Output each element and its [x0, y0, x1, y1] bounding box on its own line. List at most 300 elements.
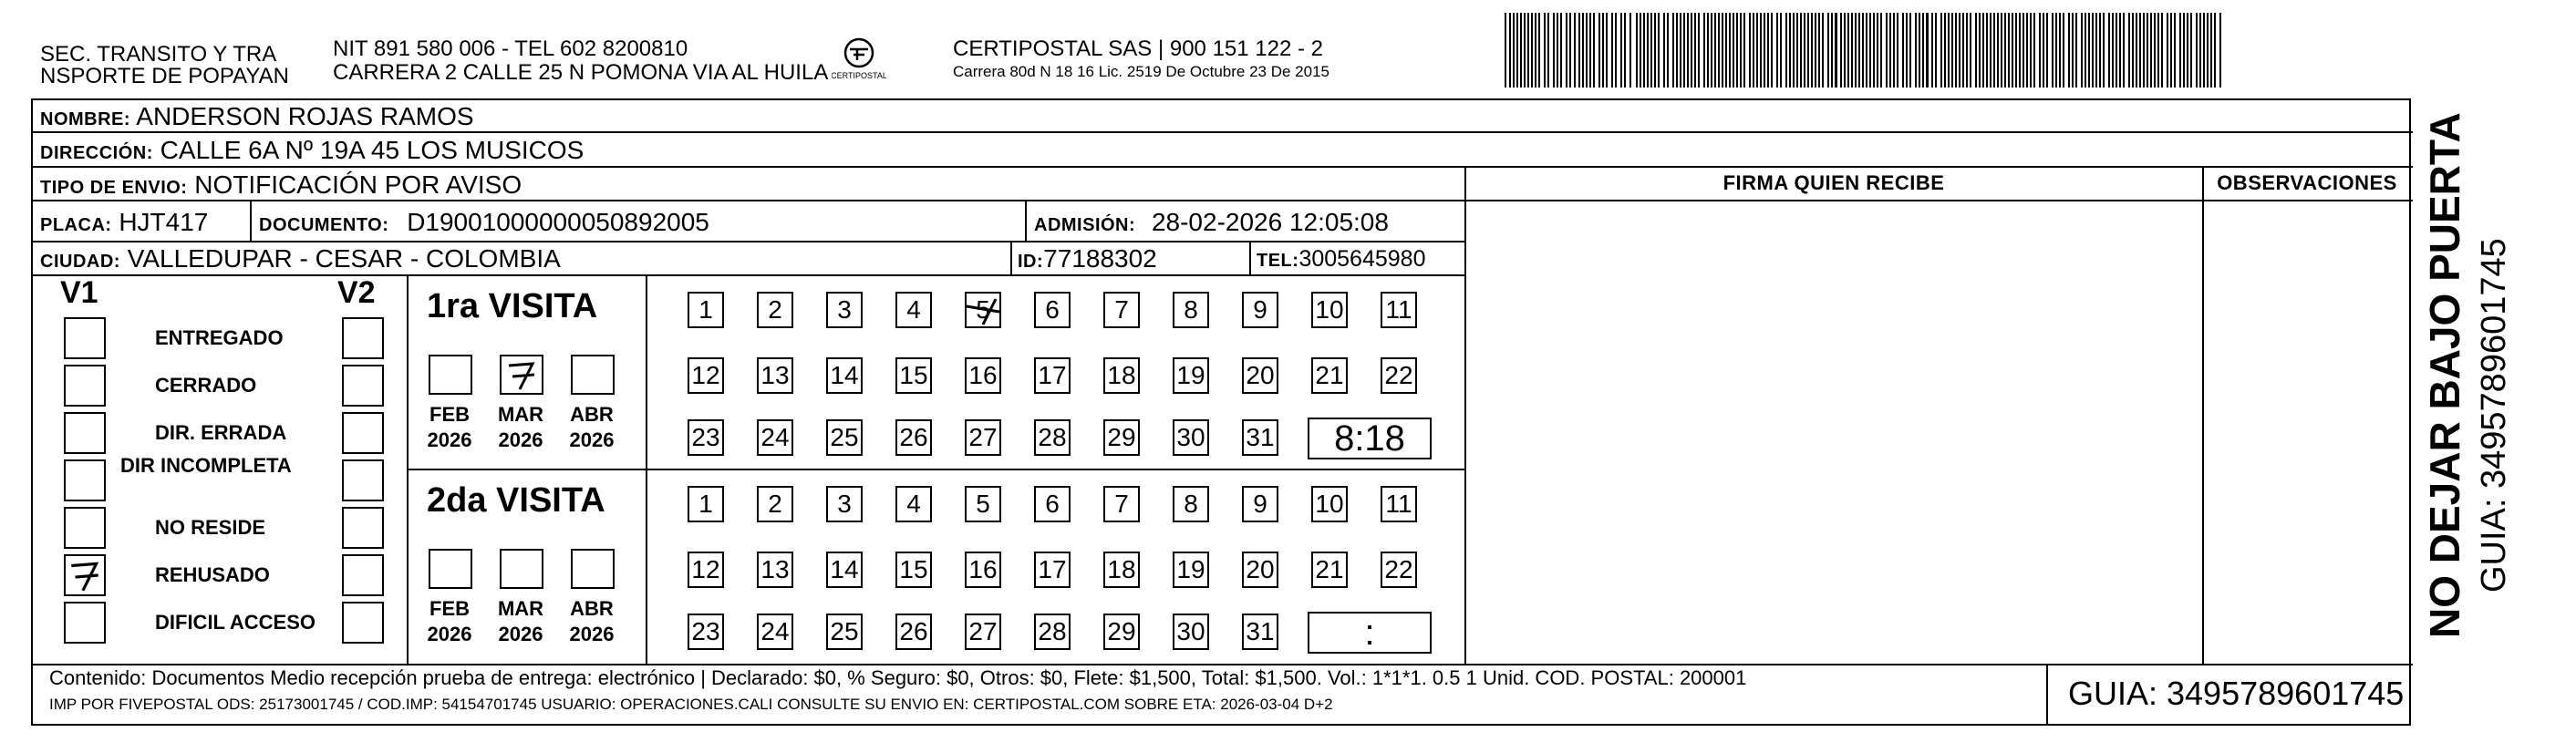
barcode-bar — [2179, 13, 2181, 88]
tipo-row — [40, 170, 522, 203]
day-box[interactable]: 19 — [1173, 552, 1209, 588]
barcode-bar — [1714, 13, 1716, 88]
barcode-bar — [1531, 13, 1533, 88]
barcode-bar — [1997, 13, 1999, 88]
day-box[interactable]: 3 — [826, 486, 863, 522]
day-box[interactable]: 24 — [757, 614, 793, 650]
barcode-bar — [1975, 13, 1977, 88]
barcode-bar — [2112, 13, 2114, 88]
reason-label: DIR. ERRADA — [155, 421, 287, 444]
barcode-bar — [1990, 13, 1991, 88]
barcode-bar — [1620, 13, 1622, 88]
barcode-bar — [1566, 13, 1567, 88]
id-label: ID: — [1018, 252, 1044, 272]
guia-box: GUIA: 3495789601745 — [2068, 675, 2405, 712]
day-box[interactable]: 16 — [965, 552, 1001, 588]
barcode-bar — [1524, 13, 1526, 88]
barcode-bar — [1650, 13, 1652, 88]
barcode-bar — [1676, 13, 1678, 88]
day-box[interactable]: 24 — [757, 419, 793, 456]
tel-value: 3005645980 — [1298, 246, 1426, 272]
reason-label: DIFICIL ACCESO — [155, 611, 316, 634]
barcode-bar — [1822, 13, 1824, 88]
day-box[interactable]: 18 — [1103, 357, 1140, 394]
day-box[interactable]: 26 — [895, 614, 932, 650]
barcode-bar — [1629, 13, 1631, 88]
barcode-bar — [1538, 13, 1540, 88]
barcode-bar — [2128, 13, 2130, 88]
barcode-bar — [2015, 13, 2017, 88]
barcode-bar — [1740, 13, 1742, 88]
day-box[interactable]: 8 — [1173, 292, 1209, 328]
barcode-bar — [2085, 13, 2086, 88]
day-box[interactable]: 10 — [1311, 486, 1348, 522]
barcode-bar — [1948, 13, 1950, 88]
day-box[interactable]: 31 — [1242, 614, 1278, 650]
v2-checkbox[interactable] — [342, 459, 384, 501]
reason-label: NO RESIDE — [155, 516, 266, 539]
barcode-bar — [2055, 13, 2057, 88]
day-box[interactable]: 13 — [757, 552, 793, 588]
day-box[interactable]: 26 — [895, 419, 932, 456]
day-box[interactable]: 9 — [1242, 486, 1278, 522]
barcode-bar — [2139, 13, 2141, 88]
barcode-bar — [1844, 13, 1846, 88]
barcode-bar — [2183, 13, 2185, 88]
nombre-value: ANDERSON ROJAS RAMOS — [136, 102, 474, 130]
day-box[interactable]: 21 — [1311, 357, 1348, 394]
day-box[interactable]: 1 — [688, 292, 724, 328]
barcode-bar — [2033, 13, 2035, 88]
barcode-bar — [2157, 13, 2159, 88]
barcode-bar — [1935, 13, 1937, 88]
barcode-bar — [1683, 13, 1685, 88]
barcode-bar — [2136, 13, 2137, 88]
barcode-bar — [2043, 13, 2044, 88]
barcode-bar — [1691, 13, 1692, 88]
barcode-bar — [1877, 13, 1878, 88]
barcode-bar — [1866, 13, 1867, 88]
v1-checkbox[interactable] — [64, 459, 106, 501]
visit-title: 1ra VISITA — [427, 287, 598, 325]
barcode-bar — [2046, 13, 2048, 88]
day-box[interactable]: 15 — [895, 552, 932, 588]
barcode-bar — [2092, 13, 2094, 88]
barcode-bar — [1694, 13, 1696, 88]
barcode-bar — [1553, 13, 1555, 88]
barcode-bar — [1993, 13, 1995, 88]
barcode-bar — [1743, 13, 1745, 88]
barcode-bar — [1893, 13, 1895, 88]
placa-row — [40, 207, 208, 241]
barcode-bar — [1736, 13, 1738, 88]
day-box[interactable]: 19 — [1173, 357, 1209, 394]
v2-checkbox[interactable] — [342, 602, 384, 644]
barcode-bar — [1593, 13, 1595, 88]
documento-value: D19001000000050892005 — [407, 208, 709, 236]
barcode-bar — [1793, 13, 1795, 88]
reason-label: DIR INCOMPLETA — [120, 454, 292, 477]
barcode-bar — [1589, 13, 1591, 88]
barcode-bar — [2068, 13, 2070, 88]
barcode-bar — [1505, 13, 1506, 88]
company-line-1: CERTIPOSTAL SAS | 900 151 122 - 2 — [953, 36, 1323, 61]
barcode-bar — [2119, 13, 2121, 88]
month-label: ABR 2026 — [569, 597, 615, 645]
month-label: ABR 2026 — [569, 403, 615, 451]
v2-checkbox[interactable] — [342, 365, 384, 407]
v2-checkbox[interactable] — [342, 412, 384, 454]
day-box[interactable]: 20 — [1242, 357, 1278, 394]
tel-row — [1257, 243, 1425, 276]
visit-title: 2da VISITA — [427, 481, 605, 520]
ciudad-label: CIUDAD: — [40, 252, 120, 272]
tel-label: TEL: — [1257, 251, 1299, 271]
barcode-bar — [1663, 13, 1665, 88]
barcode-bar — [2108, 13, 2110, 88]
barcode-bar — [2167, 13, 2168, 88]
day-box[interactable]: 13 — [757, 357, 793, 394]
barcode-bar — [1640, 13, 1641, 88]
day-box[interactable]: 28 — [1034, 614, 1071, 650]
barcode-bar — [1753, 13, 1754, 88]
barcode-bar — [1606, 13, 1608, 88]
barcode-bar — [2196, 13, 2198, 88]
barcode-bar — [1902, 13, 1904, 88]
barcode-bar — [1582, 13, 1584, 88]
barcode-bar — [1847, 13, 1849, 88]
barcode-bar — [2039, 13, 2041, 88]
barcode-bar — [1789, 13, 1791, 88]
barcode-bar — [1729, 13, 1731, 88]
barcode-bar — [1547, 13, 1549, 88]
barcode-bar — [1698, 13, 1700, 88]
barcode-bar — [1725, 13, 1727, 88]
barcode-bar — [1831, 13, 1833, 88]
tipo-label: TIPO DE ENVIO: — [40, 178, 188, 198]
barcode-bar — [1915, 13, 1917, 88]
barcode-bar — [1527, 13, 1529, 88]
admision-label: ADMISIÓN: — [1034, 215, 1136, 235]
barcode-bar — [2075, 13, 2077, 88]
day-box[interactable]: 6 — [1034, 292, 1071, 328]
barcode-bar — [2187, 13, 2188, 88]
nombre-label: NOMBRE: — [40, 109, 131, 129]
barcode-bar — [1560, 13, 1562, 88]
month-label: MAR 2026 — [497, 403, 544, 451]
barcode-bar — [1557, 13, 1558, 88]
barcode-bar — [1796, 13, 1798, 88]
month-checkbox[interactable] — [500, 549, 543, 589]
barcode-bar — [2154, 13, 2156, 88]
v1-checkbox[interactable] — [64, 602, 106, 644]
v2-checkbox[interactable] — [342, 507, 384, 549]
barcode-bar — [1544, 13, 1546, 88]
barcode-bar — [1807, 13, 1809, 88]
month-checkbox[interactable] — [500, 355, 543, 395]
barcode-bar — [2203, 13, 2205, 88]
barcode-bar — [1966, 13, 1968, 88]
barcode-bar — [1897, 13, 1898, 88]
barcode-bar — [1578, 13, 1580, 88]
day-box[interactable]: 7 — [1103, 292, 1140, 328]
barcode-bar — [2210, 13, 2212, 88]
v1-checkbox[interactable] — [64, 412, 106, 454]
barcode-bar — [2026, 13, 2028, 88]
day-box[interactable]: 12 — [688, 552, 724, 588]
placa-label: PLACA: — [40, 215, 112, 235]
month-label: FEB 2026 — [427, 597, 472, 645]
day-box[interactable]: 4 — [895, 292, 932, 328]
barcode-bar — [2099, 13, 2101, 88]
nombre-row — [40, 101, 474, 135]
barcode-bar — [1718, 13, 1720, 88]
barcode-bar — [2207, 13, 2209, 88]
day-box[interactable]: 18 — [1103, 552, 1140, 588]
barcode-bar — [1811, 13, 1813, 88]
v1-checkbox[interactable] — [64, 554, 106, 596]
month-label: FEB 2026 — [427, 403, 472, 451]
day-box[interactable]: 3 — [826, 292, 863, 328]
imp-text: IMP POR FIVEPOSTAL ODS: 25173001745 / COD.IMP: 54154701745 USUARIO: OPERACIONES.CALI CONSULTE SU ENVIO EN: CERTIPOSTAL.COM SOBRE ETA: 2026-03-04 D+2 — [49, 696, 1333, 713]
day-box[interactable]: 23 — [688, 419, 724, 456]
barcode-bar — [1654, 13, 1656, 88]
day-box[interactable]: 16 — [965, 357, 1001, 394]
day-box[interactable]: 17 — [1034, 552, 1071, 588]
barcode-bar — [1962, 13, 1964, 88]
barcode-bar — [2190, 13, 2192, 88]
barcode-bar — [2088, 13, 2090, 88]
barcode-bar — [2116, 13, 2117, 88]
reason-label: REHUSADO — [155, 563, 270, 586]
time-box[interactable]: : — [1308, 612, 1432, 654]
barcode-bar — [1776, 13, 1778, 88]
barcode-bar — [1840, 13, 1842, 88]
direccion-label: DIRECCIÓN: — [40, 143, 153, 163]
barcode-bar — [2095, 13, 2097, 88]
barcode-bar — [2170, 13, 2172, 88]
barcode-bar — [1780, 13, 1782, 88]
barcode-bar — [1672, 13, 1674, 88]
barcode-bar — [1804, 13, 1805, 88]
month-checkbox[interactable] — [429, 355, 472, 395]
barcode-bar — [2059, 13, 2061, 88]
day-box[interactable]: 8 — [1173, 486, 1209, 522]
observaciones-header: OBSERVACIONES — [2217, 171, 2397, 194]
day-box[interactable]: 9 — [1242, 292, 1278, 328]
day-box[interactable]: 29 — [1103, 614, 1140, 650]
barcode-bar — [1909, 13, 1911, 88]
barcode-bar — [1733, 13, 1734, 88]
barcode — [1505, 13, 2225, 88]
barcode-bar — [2019, 13, 2021, 88]
barcode-bar — [1667, 13, 1669, 88]
barcode-bar — [1764, 13, 1765, 88]
barcode-bar — [1855, 13, 1857, 88]
id-row — [1018, 243, 1157, 277]
day-box[interactable]: 31 — [1242, 419, 1278, 456]
v1-checkbox[interactable] — [64, 317, 106, 359]
day-box[interactable]: 14 — [826, 552, 863, 588]
day-box[interactable]: 14 — [826, 357, 863, 394]
v2-checkbox[interactable] — [342, 554, 384, 596]
barcode-bar — [2008, 13, 2010, 88]
issuer-line-2: NSPORTE DE POPAYAN — [40, 64, 289, 88]
day-box[interactable]: 11 — [1381, 486, 1417, 522]
barcode-bar — [1767, 13, 1769, 88]
v1-checkbox[interactable] — [64, 507, 106, 549]
barcode-bar — [1586, 13, 1588, 88]
day-box[interactable]: 5 — [965, 486, 1001, 522]
barcode-bar — [1535, 13, 1536, 88]
barcode-bar — [1756, 13, 1758, 88]
day-box[interactable]: 12 — [688, 357, 724, 394]
firma-header: FIRMA QUIEN RECIBE — [1723, 171, 1945, 194]
month-checkbox[interactable] — [429, 549, 472, 589]
v1-checkbox[interactable] — [64, 365, 106, 407]
barcode-bar — [2199, 13, 2201, 88]
ciudad-row — [40, 243, 561, 277]
direccion-value: CALLE 6A Nº 19A 45 LOS MUSICOS — [160, 136, 585, 164]
barcode-bar — [1647, 13, 1649, 88]
reason-label: ENTREGADO — [155, 326, 284, 349]
barcode-bar — [1598, 13, 1600, 88]
barcode-bar — [2174, 13, 2176, 88]
day-box[interactable]: 5 — [965, 292, 1001, 328]
barcode-bar — [1658, 13, 1660, 88]
barcode-bar — [1707, 13, 1709, 88]
day-box[interactable]: 10 — [1311, 292, 1348, 328]
documento-row — [259, 207, 709, 241]
barcode-bar — [1926, 13, 1929, 88]
v1-label: V1 — [60, 275, 98, 310]
day-box[interactable]: 1 — [688, 486, 724, 522]
barcode-bar — [2123, 13, 2125, 88]
day-box[interactable]: 15 — [895, 357, 932, 394]
day-box[interactable]: 27 — [965, 614, 1001, 650]
barcode-bar — [1970, 13, 1971, 88]
barcode-bar — [1931, 13, 1933, 88]
direccion-row — [40, 135, 584, 169]
barcode-bar — [2143, 13, 2145, 88]
no-dejar-text: NO DEJAR BAJO PUERTA — [2421, 112, 2468, 638]
barcode-bar — [1873, 13, 1875, 88]
day-box[interactable]: 27 — [965, 419, 1001, 456]
contenido-text: Contenido: Documentos Medio recepción prueba de entrega: electrónico | Declarado: $0, % Seguro: $0, Otros: $0, Flete: $1,500, Total: $1,500. Vol.: 1*1*1. 0.5 1 Unid. COD. POSTAL: 200001 — [49, 666, 1747, 689]
barcode-bar — [1513, 13, 1515, 88]
barcode-bar — [2023, 13, 2024, 88]
barcode-bar — [1516, 13, 1518, 88]
barcode-bar — [1919, 13, 1920, 88]
barcode-bar — [2214, 13, 2216, 88]
barcode-bar — [2001, 13, 2002, 88]
barcode-bar — [1869, 13, 1871, 88]
barcode-bar — [1959, 13, 1960, 88]
day-box[interactable]: 6 — [1034, 486, 1071, 522]
barcode-bar — [1922, 13, 1924, 88]
side-guia-text: GUIA: 3495789601745 — [2475, 238, 2513, 593]
day-box[interactable]: 20 — [1242, 552, 1278, 588]
barcode-bar — [1827, 13, 1829, 88]
day-box[interactable]: 21 — [1311, 552, 1348, 588]
barcode-bar — [1886, 13, 1888, 88]
admision-row — [1034, 207, 1389, 241]
barcode-bar — [1815, 13, 1816, 88]
day-box[interactable]: 2 — [757, 486, 793, 522]
barcode-bar — [1520, 13, 1522, 88]
day-box[interactable]: 25 — [826, 614, 863, 650]
barcode-bar — [1858, 13, 1860, 88]
barcode-bar — [2132, 13, 2134, 88]
barcode-bar — [1880, 13, 1882, 88]
time-box[interactable]: 8:18 — [1308, 418, 1432, 459]
v2-label: V2 — [337, 275, 376, 310]
barcode-bar — [1940, 13, 1942, 88]
barcode-bar — [2147, 13, 2148, 88]
barcode-bar — [1624, 13, 1626, 88]
barcode-bar — [1800, 13, 1802, 88]
barcode-bar — [1979, 13, 1981, 88]
barcode-bar — [2103, 13, 2105, 88]
barcode-bar — [1574, 13, 1576, 88]
day-box[interactable]: 28 — [1034, 419, 1071, 456]
company-line-2: Carrera 80d N 18 16 Lic. 2519 De Octubre 23 De 2015 — [953, 63, 1329, 80]
tipo-value: NOTIFICACIÓN POR AVISO — [194, 170, 522, 199]
address-line: CARRERA 2 CALLE 25 N POMONA VIA AL HUILA — [333, 60, 829, 85]
barcode-bar — [1851, 13, 1853, 88]
barcode-bar — [1785, 13, 1787, 88]
day-box[interactable]: 23 — [688, 614, 724, 650]
barcode-bar — [1722, 13, 1723, 88]
day-box[interactable]: 29 — [1103, 419, 1140, 456]
barcode-bar — [2161, 13, 2163, 88]
barcode-bar — [1818, 13, 1820, 88]
barcode-bar — [2012, 13, 2013, 88]
month-checkbox[interactable] — [571, 355, 615, 395]
barcode-bar — [1986, 13, 1988, 88]
barcode-bar — [1687, 13, 1689, 88]
admision-value: 28-02-2026 12:05:08 — [1151, 208, 1389, 236]
v2-checkbox[interactable] — [342, 317, 384, 359]
day-box[interactable]: 22 — [1381, 357, 1417, 394]
barcode-bar — [2150, 13, 2152, 88]
ciudad-value: VALLEDUPAR - CESAR - COLOMBIA — [127, 244, 561, 273]
barcode-bar — [1636, 13, 1638, 88]
barcode-bar — [1569, 13, 1571, 88]
barcode-bar — [1982, 13, 1984, 88]
day-box[interactable]: 30 — [1173, 419, 1209, 456]
day-box[interactable]: 30 — [1173, 614, 1209, 650]
month-checkbox[interactable] — [571, 549, 615, 589]
day-box[interactable]: 17 — [1034, 357, 1071, 394]
barcode-bar — [1760, 13, 1762, 88]
barcode-bar — [2219, 13, 2221, 88]
day-box[interactable]: 4 — [895, 486, 932, 522]
barcode-bar — [2072, 13, 2074, 88]
barcode-bar — [1749, 13, 1751, 88]
barcode-bar — [1680, 13, 1681, 88]
day-box[interactable]: 25 — [826, 419, 863, 456]
day-box[interactable]: 7 — [1103, 486, 1140, 522]
day-box[interactable]: 22 — [1381, 552, 1417, 588]
barcode-bar — [1906, 13, 1908, 88]
certipostal-logo — [832, 35, 886, 82]
day-box[interactable]: 11 — [1381, 292, 1417, 328]
barcode-bar — [1835, 13, 1837, 88]
id-value: 77188302 — [1043, 244, 1157, 273]
barcode-bar — [2063, 13, 2064, 88]
day-box[interactable]: 2 — [757, 292, 793, 328]
